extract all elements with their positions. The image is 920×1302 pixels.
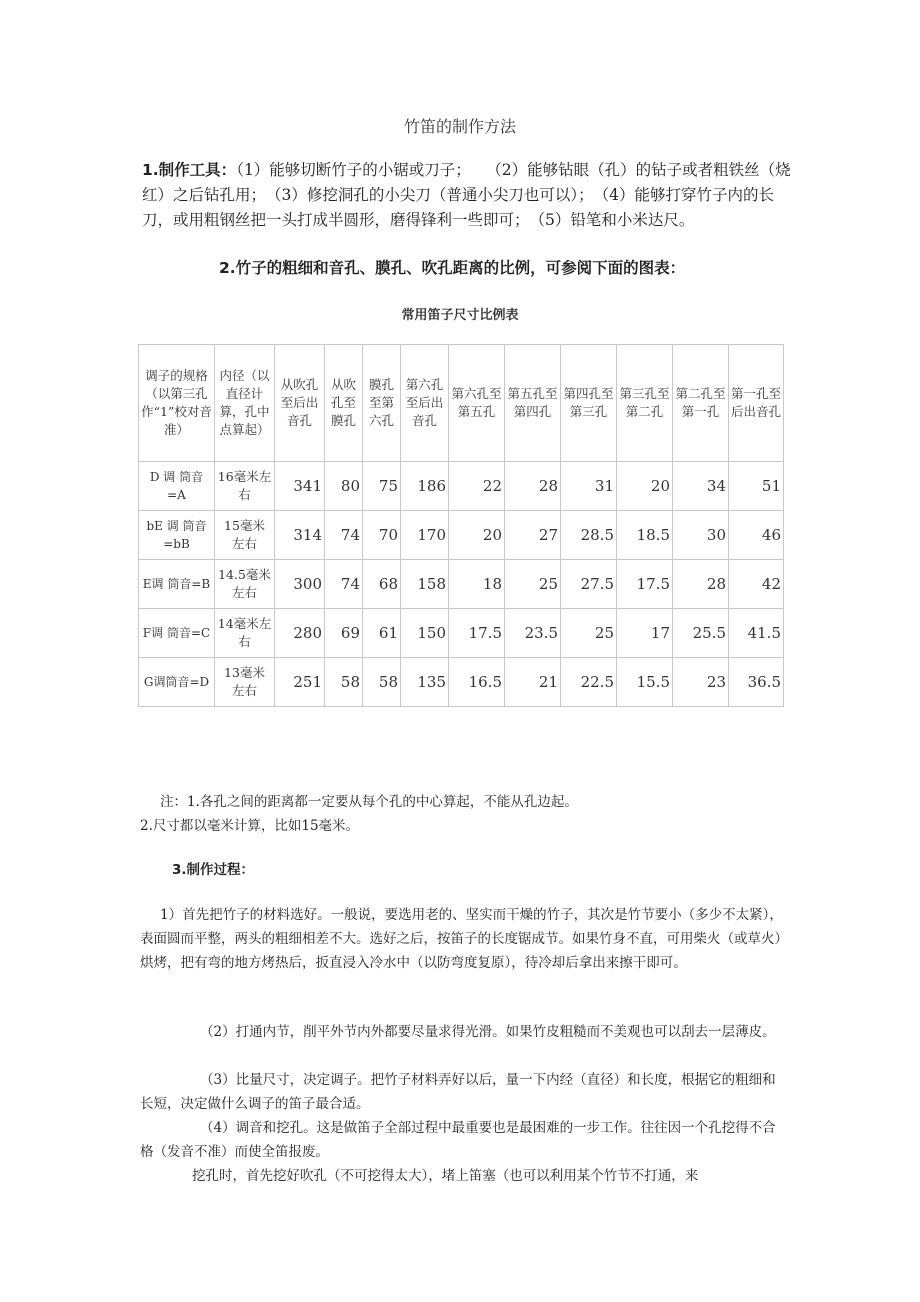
value-cell: 21 [505,658,561,707]
value-cell: 251 [275,658,325,707]
process-paragraph-3: （3）比量尺寸，决定调子。把竹子材料弄好以后，量一下内经（直径）和长度，根据它的粗细和长短，决定做什么调子的笛子最合适。 [140,1072,776,1112]
tools-paragraph [142,158,792,233]
flute-dimension-table [138,344,784,707]
key-cell: bE 调 筒音=bB [139,511,215,560]
header-cell: 调子的规格（以第三孔作“1”校对音准） [139,345,215,462]
value-cell: 25 [505,560,561,609]
note-1: 注：1.各孔之间的距离都一定要从每个孔的中心算起，不能从孔边起。 [160,794,578,810]
value-cell: 27 [505,511,561,560]
value-cell: 15.5 [617,658,673,707]
header-cell: 膜孔至第六孔 [363,345,401,462]
value-cell: 70 [363,511,401,560]
value-cell: 20 [449,511,505,560]
value-cell: 75 [363,462,401,511]
header-cell: 第二孔至第一孔 [673,345,729,462]
diameter-cell: 13毫米 左右 [215,658,275,707]
table-title: 常用笛子尺寸比例表 [401,308,519,323]
value-cell: 27.5 [561,560,617,609]
process-paragraph-2: （2）打通内节，削平外节内外都要尽量求得光滑。如果竹皮粗糙而不美观也可以刮去一层薄皮。 [200,1024,776,1040]
value-cell: 25 [561,609,617,658]
header-cell: 第六孔至后出音孔 [401,345,449,462]
value-cell: 280 [275,609,325,658]
value-cell: 17.5 [617,560,673,609]
header-cell: 第五孔至第四孔 [505,345,561,462]
diameter-cell: 16毫米左右 [215,462,275,511]
value-cell: 61 [363,609,401,658]
diameter-cell: 15毫米 左右 [215,511,275,560]
value-cell: 42 [729,560,784,609]
value-cell: 22.5 [561,658,617,707]
header-cell: 第一孔至后出音孔 [729,345,784,462]
note-2: 2.尺寸都以毫米计算，比如15毫米。 [140,818,360,834]
value-cell: 18.5 [617,511,673,560]
value-cell: 158 [401,560,449,609]
value-cell: 74 [325,560,363,609]
key-cell: G调筒音=D [139,658,215,707]
value-cell: 23 [673,658,729,707]
header-cell: 内径（以直径计算，孔中点算起） [215,345,275,462]
tools-heading: 1.制作工具： [142,161,237,179]
process-paragraph-1: 1）首先把竹子的材料选好。一般说，要选用老的、坚实而干燥的竹子，其次是竹节要小（多少不太紧），表面圆而平整，两头的粗细相差不大。选好之后，按笛子的长度锯成节。如果竹身不直，可用柴火（或草火）烘烤，把有弯的地方烤热后，扳直浸入冷水中（以防弯度复原），待冷却后拿出来擦干即可。 [140,907,783,971]
value-cell: 28 [505,462,561,511]
value-cell: 51 [729,462,784,511]
value-cell: 22 [449,462,505,511]
value-cell: 28 [673,560,729,609]
value-cell: 46 [729,511,784,560]
value-cell: 69 [325,609,363,658]
key-cell: E调 筒音=B [139,560,215,609]
value-cell: 58 [363,658,401,707]
table-row [139,609,784,658]
tools-body: （1）能够切断竹子的小锯或刀子； （2）能够钻眼（孔）的钻子或者粗铁丝（烧红）之后钻孔用； （3）修挖洞孔的小尖刀（普通小尖刀也可以）； （4）能够打穿竹子内的长刀，或用粗钢丝把一头打成半圆形，磨得锋利一些即可； （5）铅笔和小米达尺。 [142,161,791,229]
value-cell: 30 [673,511,729,560]
key-cell: D 调 筒音=A [139,462,215,511]
table-row [139,560,784,609]
value-cell: 34 [673,462,729,511]
header-cell: 第四孔至第三孔 [561,345,617,462]
header-cell: 从吹孔至后出音孔 [275,345,325,462]
value-cell: 341 [275,462,325,511]
process-paragraph-5: 挖孔时，首先挖好吹孔（不可挖得太大），堵上笛塞（也可以利用某个竹节不打通，来 [192,1168,699,1184]
table-row [139,511,784,560]
value-cell: 17.5 [449,609,505,658]
value-cell: 36.5 [729,658,784,707]
value-cell: 74 [325,511,363,560]
value-cell: 170 [401,511,449,560]
value-cell: 135 [401,658,449,707]
header-cell: 第六孔至第五孔 [449,345,505,462]
document-title: 竹笛的制作方法 [403,117,516,136]
header-cell: 从吹孔至膜孔 [325,345,363,462]
value-cell: 68 [363,560,401,609]
value-cell: 23.5 [505,609,561,658]
value-cell: 186 [401,462,449,511]
value-cell: 150 [401,609,449,658]
header-cell: 第三孔至第二孔 [617,345,673,462]
table-header-row [139,345,784,462]
value-cell: 300 [275,560,325,609]
value-cell: 16.5 [449,658,505,707]
value-cell: 80 [325,462,363,511]
value-cell: 58 [325,658,363,707]
value-cell: 25.5 [673,609,729,658]
value-cell: 20 [617,462,673,511]
value-cell: 28.5 [561,511,617,560]
section-2-heading: 2.竹子的粗细和音孔、膜孔、吹孔距离的比例，可参阅下面的图表： [219,259,686,277]
section-3-heading: 3.制作过程： [172,862,255,878]
value-cell: 314 [275,511,325,560]
table-row [139,658,784,707]
table-row [139,462,784,511]
value-cell: 17 [617,609,673,658]
process-paragraph-4: （4）调音和挖孔。这是做笛子全部过程中最重要也是最困难的一步工作。往往因一个孔挖得不合格（发音不准）而使全笛报废。 [140,1120,776,1160]
value-cell: 18 [449,560,505,609]
value-cell: 31 [561,462,617,511]
value-cell: 41.5 [729,609,784,658]
key-cell: F调 筒音=C [139,609,215,658]
diameter-cell: 14.5毫米左右 [215,560,275,609]
diameter-cell: 14毫米左右 [215,609,275,658]
